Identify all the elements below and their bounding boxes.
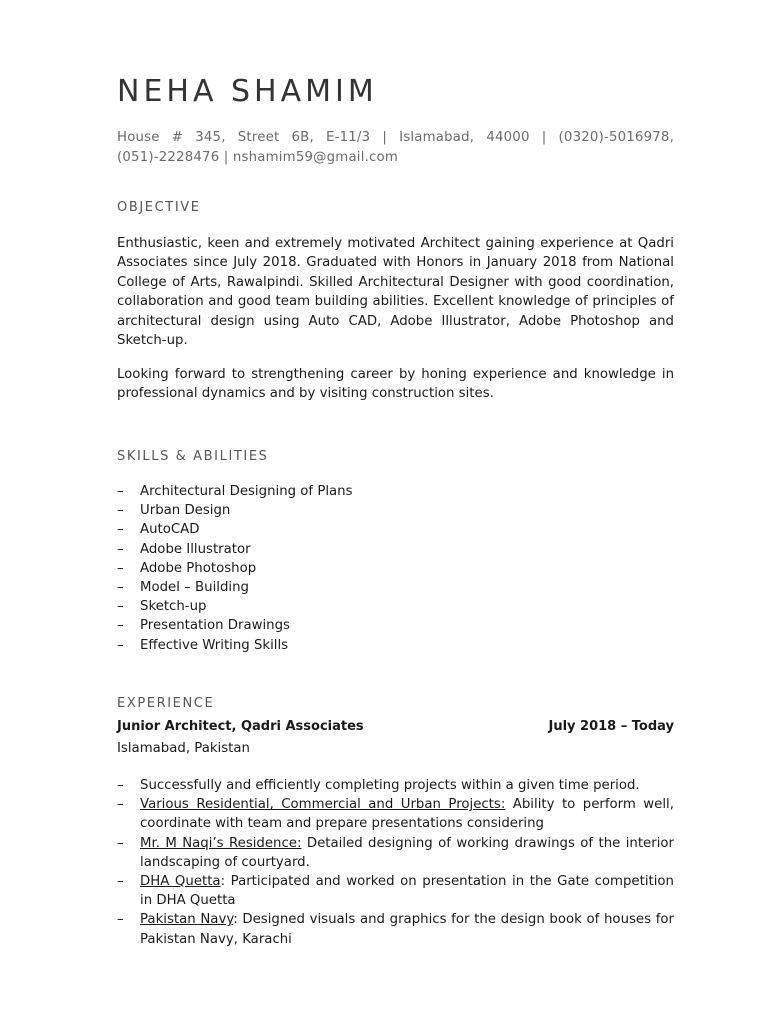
skill-item: – Adobe Photoshop bbox=[117, 559, 674, 578]
skills-heading: SKILLS & ABILITIES bbox=[117, 449, 269, 464]
skill-item: – AutoCAD bbox=[117, 520, 674, 539]
candidate-name: NEHA SHAMIM bbox=[117, 74, 378, 109]
skill-item: – Presentation Drawings bbox=[117, 616, 674, 635]
experience-item-lead: Mr. M Naqi’s Residence: bbox=[140, 835, 302, 851]
experience-item-lead: DHA Quetta bbox=[140, 874, 221, 890]
experience-item-text: : Participated and worked on presentation in the Gate competition in DHA Quetta bbox=[140, 874, 674, 909]
objective-heading: OBJECTIVE bbox=[117, 200, 201, 215]
experience-item bbox=[117, 872, 674, 910]
job-location: Islamabad, Pakistan bbox=[117, 741, 250, 756]
job-dates: July 2018 – Today bbox=[548, 719, 674, 734]
skill-item: – Model – Building bbox=[117, 578, 674, 597]
experience-item bbox=[117, 910, 674, 948]
skill-item: – Sketch-up bbox=[117, 597, 674, 616]
skill-item: – Urban Design bbox=[117, 501, 674, 520]
experience-item-lead: Various Residential, Commercial and Urban Projects: bbox=[140, 797, 506, 813]
contact-info: House # 345, Street 6B, E-11/3 | Islamabad, 44000 | (0320)-5016978, (051)-2228476 | nshamim59@gmail.com bbox=[117, 130, 674, 165]
objective-paragraph-1: Enthusiastic, keen and extremely motivated Architect gaining experience at Qadri Associates since July 2018. Graduated with Honors in January 2018 from National College of Arts, Rawalpindi. Skilled Architectural Designer with good coordination, collaboration and good team building abilities. Excellent knowledge of principles of architectural design using Auto CAD, Adobe Illustrator, Adobe Photoshop and Sketch-up. bbox=[117, 236, 674, 349]
experience-item bbox=[117, 795, 674, 833]
job-header bbox=[117, 719, 674, 739]
job-title: Junior Architect, Qadri Associates bbox=[117, 719, 364, 734]
skill-item: – Effective Writing Skills bbox=[117, 636, 674, 655]
objective-paragraph-2: Looking forward to strengthening career by honing experience and knowledge in professional dynamics and by visiting construction sites. bbox=[117, 367, 674, 402]
experience-item-text: Ability to perform well, coordinate with team and prepare presentations considering bbox=[140, 797, 674, 832]
experience-item bbox=[117, 776, 674, 795]
skill-item: – Adobe Illustrator bbox=[117, 540, 674, 559]
experience-item bbox=[117, 834, 674, 872]
skills-list bbox=[117, 482, 674, 655]
experience-item-text: : Designed visuals and graphics for the design book of houses for Pakistan Navy, Karachi bbox=[140, 912, 674, 947]
experience-item-text: Successfully and efficiently completing projects within a given time period. bbox=[140, 778, 640, 793]
experience-item-text: Detailed designing of working drawings of the interior landscaping of courtyard. bbox=[140, 835, 675, 870]
experience-list bbox=[117, 776, 674, 949]
experience-heading: EXPERIENCE bbox=[117, 696, 215, 711]
experience-item-lead: Pakistan Navy bbox=[140, 912, 234, 928]
skill-item: – Architectural Designing of Plans bbox=[117, 482, 674, 501]
